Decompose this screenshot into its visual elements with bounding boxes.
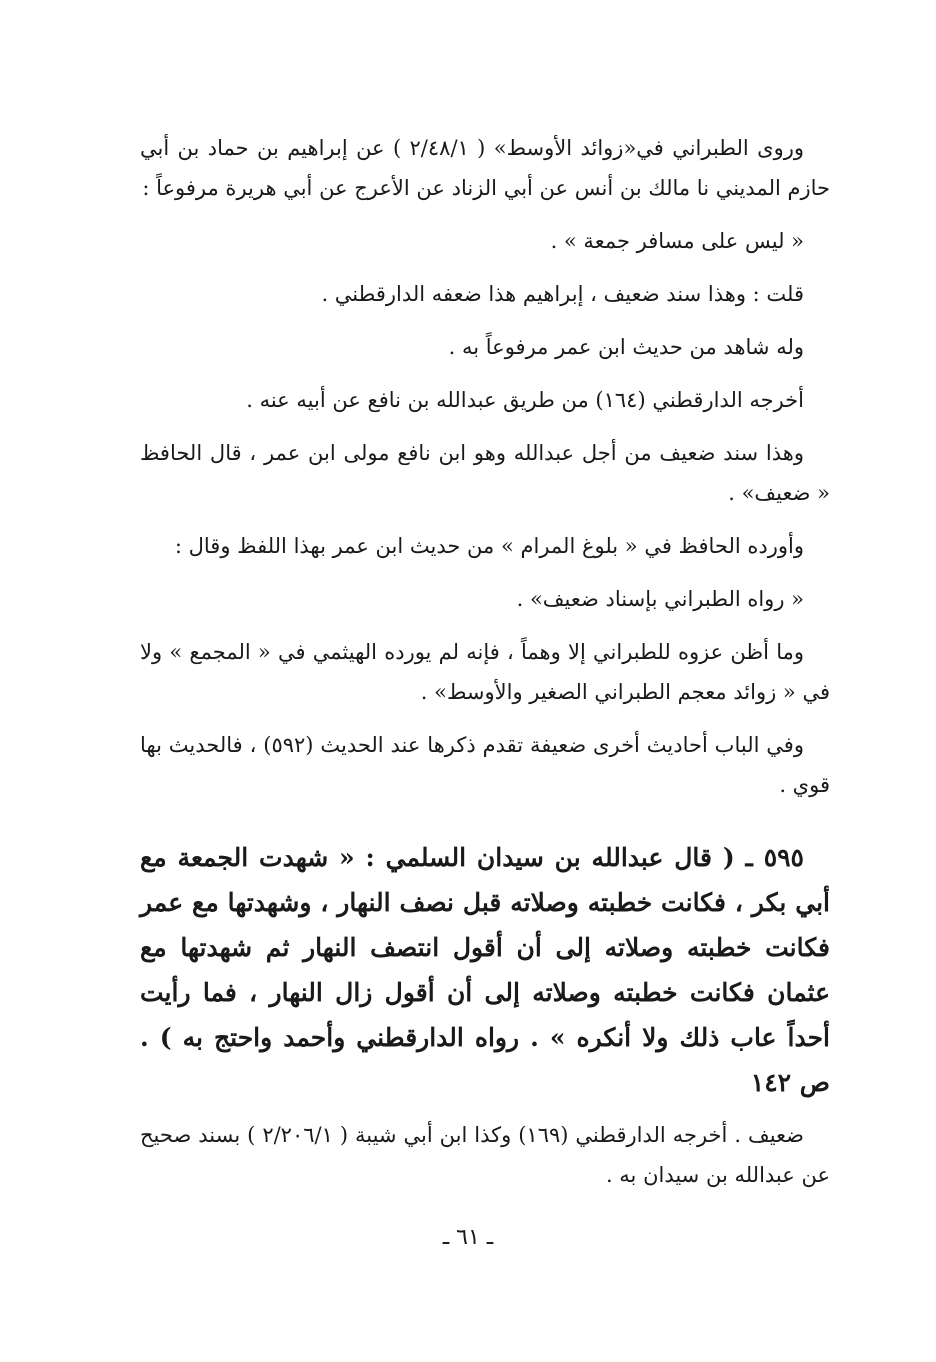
paragraph-attribution-error: وما أظن عزوه للطبراني إلا وهماً ، فإنه لم يورده الهيثمي في « المجمع » ولا في « زوائد معجم الطبراني الصغير والأوسط» . [140,640,830,704]
paragraph-tabarani-narration: وروى الطبراني في«زوائد الأوسط» ( ٢/٤٨/١ ) عن إبراهيم بن حماد بن أبي حازم المديني نا مالك بن أنس عن أبي الزناد عن الأعرج عن أبي هريرة مرفوعاً : [140,136,830,200]
paragraph-tabarani-weak-isnad: « رواه الطبراني بإسناد ضعيف» . [516,587,804,611]
paragraph-daraqutni-source: أخرجه الدارقطني (١٦٤) من طريق عبدالله بن نافع عن أبيه عنه . [246,388,804,412]
paragraph-abdullah-weak: وهذا سند ضعيف من أجل عبدالله وهو ابن نافع مولى ابن عمر ، قال الحافظ « ضعيف» . [140,441,830,505]
hadith-595: ٥٩٥ ـ ( قال عبدالله بن سيدان السلمي : « شهدت الجمعة مع أبي بكر ، فكانت خطبته وصلاته قبل نصف النهار ، وشهدتها مع عمر فكانت خطبته وصلاته إلى أن أقول انتصف النهار ثم شهدتها مع عثمان فكانت خطبته وصلاته إلى أن أقول زال النهار ، فما رأيت أحداً عاب ذلك ولا أنكره » . رواه الدارقطني وأحمد واحتج به ) . ص ١٤٢ [140,843,830,1097]
page-body [140,128,830,1208]
paragraph-hadith-quote: « ليس على مسافر جمعة » . [550,229,804,253]
paragraph-other-hadiths: وفي الباب أحاديث أخرى ضعيفة تقدم ذكرها عند الحديث (٥٩٢) ، فالحديث بها قوي . [140,733,830,797]
paragraph-chain-weak: قلت : وهذا سند ضعيف ، إبراهيم هذا ضعفه الدارقطني . [321,282,804,306]
paragraph-grading: ضعيف . أخرجه الدارقطني (١٦٩) وكذا ابن أبي شيبة ( ٢/٢٠٦/١ ) بسند صحيح عن عبدالله بن سيدان به . [140,1123,830,1187]
page-number: ـ ٦١ ـ [442,1225,494,1250]
paragraph-bulugh-maram: وأورده الحافظ في « بلوغ المرام » من حديث ابن عمر بهذا اللفظ وقال : [174,534,804,558]
paragraph-witness: وله شاهد من حديث ابن عمر مرفوعاً به . [448,335,804,359]
